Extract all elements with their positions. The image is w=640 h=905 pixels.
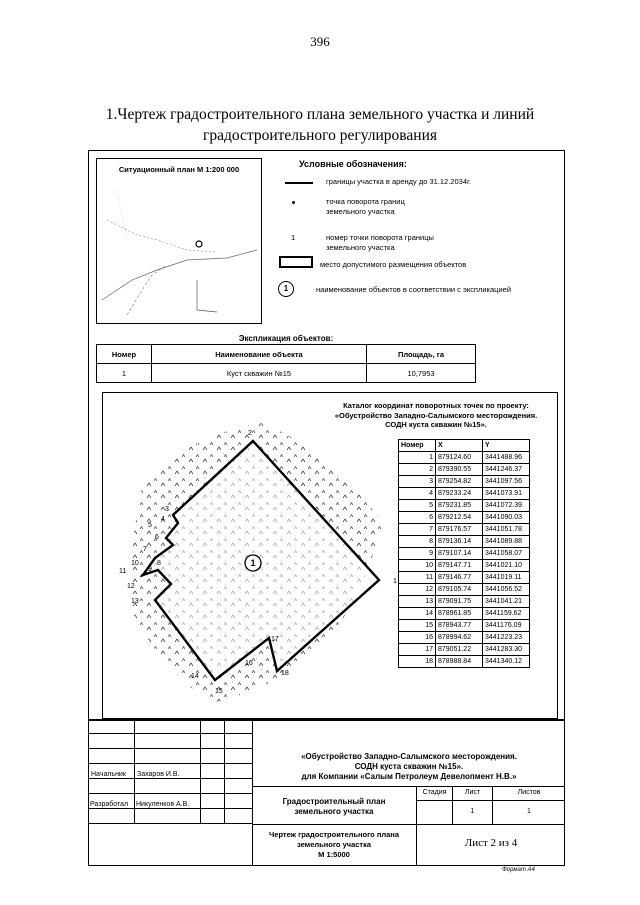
point-label: 3 xyxy=(165,506,169,513)
catalog-title-line: «Обустройство Западно-Салымского месторождения. xyxy=(334,410,538,420)
explication-header-name: Наименование объекта xyxy=(152,345,367,364)
legend-placement-rect xyxy=(279,256,313,268)
project-name xyxy=(254,752,564,782)
coord-cell: 14 xyxy=(399,608,436,620)
coord-cell: 879176.57 xyxy=(436,524,483,536)
point-label: 4 xyxy=(161,516,165,523)
coord-cell: 3441073.91 xyxy=(483,488,530,500)
legend-item-point: точка поворота границ земельного участка xyxy=(326,197,405,216)
name-developer: Никуленков А.В. xyxy=(136,801,190,808)
coord-cell: 13 xyxy=(399,596,436,608)
plot-map xyxy=(103,393,397,718)
coord-cell: 879105.74 xyxy=(436,584,483,596)
coord-cell: 3441176.09 xyxy=(483,620,530,632)
title-block-left-grid xyxy=(88,719,252,865)
explication-header-area: Площадь, га xyxy=(367,345,476,364)
coord-cell: 16 xyxy=(399,632,436,644)
point-label: 7 xyxy=(143,546,147,553)
coord-cell: 3441488.96 xyxy=(483,452,530,464)
point-label: 2 xyxy=(248,430,252,437)
coord-cell: 879146.77 xyxy=(436,572,483,584)
explication-cell: Куст скважин №15 xyxy=(152,364,367,383)
point-label: 16 xyxy=(245,660,253,667)
legend-heading: Условные обозначения: xyxy=(299,159,407,169)
plan-name-line: Градостроительный план xyxy=(282,797,386,806)
point-label: 14 xyxy=(191,673,199,680)
table-row xyxy=(399,560,530,572)
catalog-title xyxy=(316,401,556,430)
table-row xyxy=(399,536,530,548)
object-marker-label: 1 xyxy=(250,558,256,568)
catalog-title-line: СОДН куста скважин №15». xyxy=(385,420,487,429)
explication-title: Экспликация объектов: xyxy=(238,334,334,343)
coord-cell: 879124.60 xyxy=(436,452,483,464)
catalog-title-line: Каталог координат поворотных точек по проекту: xyxy=(343,401,529,410)
table-row xyxy=(399,584,530,596)
point-label: 12 xyxy=(127,583,135,590)
legend-boundary-line xyxy=(285,182,313,184)
point-label: 18 xyxy=(281,670,289,677)
sheet-value: 1 xyxy=(470,808,475,815)
coord-cell: 9 xyxy=(399,548,436,560)
coord-cell: 3441019.11 xyxy=(483,572,530,584)
point-label: 15 xyxy=(215,688,223,695)
coord-cell: 878994.62 xyxy=(436,632,483,644)
explication-cell: 10,7953 xyxy=(367,364,476,383)
legend-item-placement: место допустимого размещения объектов xyxy=(320,260,467,269)
coord-cell: 3441051.78 xyxy=(483,524,530,536)
table-row xyxy=(399,608,530,620)
document-title xyxy=(60,104,580,146)
drawing-line: земельного участка xyxy=(296,840,372,849)
coord-cell: 879390.55 xyxy=(436,464,483,476)
table-row xyxy=(399,620,530,632)
situation-plan-title: Ситуационный план М 1:200 000 xyxy=(118,165,240,174)
project-line: СОДН куста скважин №15». xyxy=(354,762,464,771)
coord-cell: 3441223.23 xyxy=(483,632,530,644)
table-row xyxy=(399,488,530,500)
table-row xyxy=(399,464,530,476)
coord-cell: 4 xyxy=(399,488,436,500)
coord-cell: 3441089.88 xyxy=(483,536,530,548)
table-row xyxy=(399,632,530,644)
sheets-value: 1 xyxy=(527,808,531,815)
coord-cell: 3441283.30 xyxy=(483,644,530,656)
coord-cell: 878961.85 xyxy=(436,608,483,620)
table-row xyxy=(399,452,530,464)
project-line: для Компании «Салым Петролеум Девелопмент Н.В.» xyxy=(301,772,517,781)
coord-cell: 879091.75 xyxy=(436,596,483,608)
coord-cell: 3441090.03 xyxy=(483,512,530,524)
point-label: 17 xyxy=(271,636,279,643)
sheet-of-label: Лист 2 из 4 xyxy=(464,837,518,849)
table-row xyxy=(399,572,530,584)
coord-cell: 2 xyxy=(399,464,436,476)
table-row xyxy=(399,476,530,488)
coord-cell: 879136.14 xyxy=(436,536,483,548)
coord-cell: 12 xyxy=(399,584,436,596)
explication-cell: 1 xyxy=(97,364,152,383)
explication-table xyxy=(96,344,476,383)
name-chief: Захаров И.В. xyxy=(137,771,180,778)
coord-cell: 878943.77 xyxy=(436,620,483,632)
point-label: 13 xyxy=(131,598,139,605)
coord-cell: 878988.84 xyxy=(436,656,483,668)
point-label: 8 xyxy=(157,560,161,567)
coord-cell: 879212.54 xyxy=(436,512,483,524)
role-chief: Начальник xyxy=(91,771,126,778)
situation-map-sketch xyxy=(97,180,261,323)
coord-cell: 15 xyxy=(399,620,436,632)
coord-cell: 3441058.07 xyxy=(483,548,530,560)
coord-cell: 879231.85 xyxy=(436,500,483,512)
coord-cell: 8 xyxy=(399,536,436,548)
col-sheet: Лист xyxy=(464,789,481,796)
point-label: 11 xyxy=(119,568,127,575)
coord-cell: 3441041.21 xyxy=(483,596,530,608)
role-developer: Разработал xyxy=(90,801,129,808)
drawing-line: М 1:5000 xyxy=(318,850,350,859)
col-stage: Стадия xyxy=(422,789,447,796)
coordinates-table xyxy=(398,439,530,668)
format-label: Формат А4 xyxy=(502,867,535,873)
coord-cell: 3441097.56 xyxy=(483,476,530,488)
coord-cell: 3441246.37 xyxy=(483,464,530,476)
coord-cell: 10 xyxy=(399,560,436,572)
coord-cell: 879147.71 xyxy=(436,560,483,572)
coord-cell: 3 xyxy=(399,476,436,488)
table-row xyxy=(399,512,530,524)
title-line-1: 1.Чертеж градостроительного плана земельного участка и линий xyxy=(105,106,535,123)
coord-cell: 879254.82 xyxy=(436,476,483,488)
legend-point-dot xyxy=(292,201,295,204)
coord-cell: 3441072.39 xyxy=(483,500,530,512)
page-number: 396 xyxy=(310,34,330,49)
coord-cell: 18 xyxy=(399,656,436,668)
coord-cell: 3441340.12 xyxy=(483,656,530,668)
legend-item-number: номер точки поворота границы земельного участка xyxy=(326,233,434,252)
project-line: «Обустройство Западно-Салымского месторождения. xyxy=(301,752,517,761)
coord-cell: 879107.14 xyxy=(436,548,483,560)
coord-cell: 11 xyxy=(399,572,436,584)
point-label: 5 xyxy=(148,522,152,529)
plan-name xyxy=(254,797,414,817)
table-row xyxy=(399,656,530,668)
coord-cell: 879233.24 xyxy=(436,488,483,500)
point-label: 9 xyxy=(148,566,152,573)
legend-number-symbol: 1 xyxy=(291,233,296,242)
coord-cell: 3441159.62 xyxy=(483,608,530,620)
coord-cell: 1 xyxy=(399,452,436,464)
table-row xyxy=(399,596,530,608)
legend-item-object: наименование объектов в соответствии с экспликацией xyxy=(316,285,512,294)
coord-header-x: X xyxy=(436,440,483,452)
coord-cell: 879051.22 xyxy=(436,644,483,656)
coord-cell: 7 xyxy=(399,524,436,536)
coord-cell: 5 xyxy=(399,500,436,512)
drawing-line: Чертеж градостроительного плана xyxy=(269,830,399,839)
table-row xyxy=(399,644,530,656)
plan-name-line: земельного участка xyxy=(294,807,374,816)
coord-cell: 3441021.10 xyxy=(483,560,530,572)
drawing-name xyxy=(254,830,414,860)
explication-header-number: Номер xyxy=(97,345,152,364)
table-row xyxy=(399,524,530,536)
point-label: 1 xyxy=(393,578,397,585)
coord-cell: 3441056.52 xyxy=(483,584,530,596)
coord-cell: 17 xyxy=(399,644,436,656)
col-sheets: Листов xyxy=(517,789,541,796)
point-label: 10 xyxy=(131,560,139,567)
legend-object-circle: 1 xyxy=(278,281,294,297)
table-row xyxy=(399,500,530,512)
coord-header-y: Y xyxy=(483,440,530,452)
coord-header-number: Номер xyxy=(399,440,436,452)
table-row xyxy=(97,364,476,383)
title-line-2: градостроительного регулирования xyxy=(202,127,438,144)
object-location-marker xyxy=(196,241,202,247)
coord-cell: 6 xyxy=(399,512,436,524)
point-label: 6 xyxy=(155,534,159,541)
table-row xyxy=(399,548,530,560)
legend-item-boundary: границы участка в аренду до 31.12.2034г. xyxy=(326,177,471,186)
